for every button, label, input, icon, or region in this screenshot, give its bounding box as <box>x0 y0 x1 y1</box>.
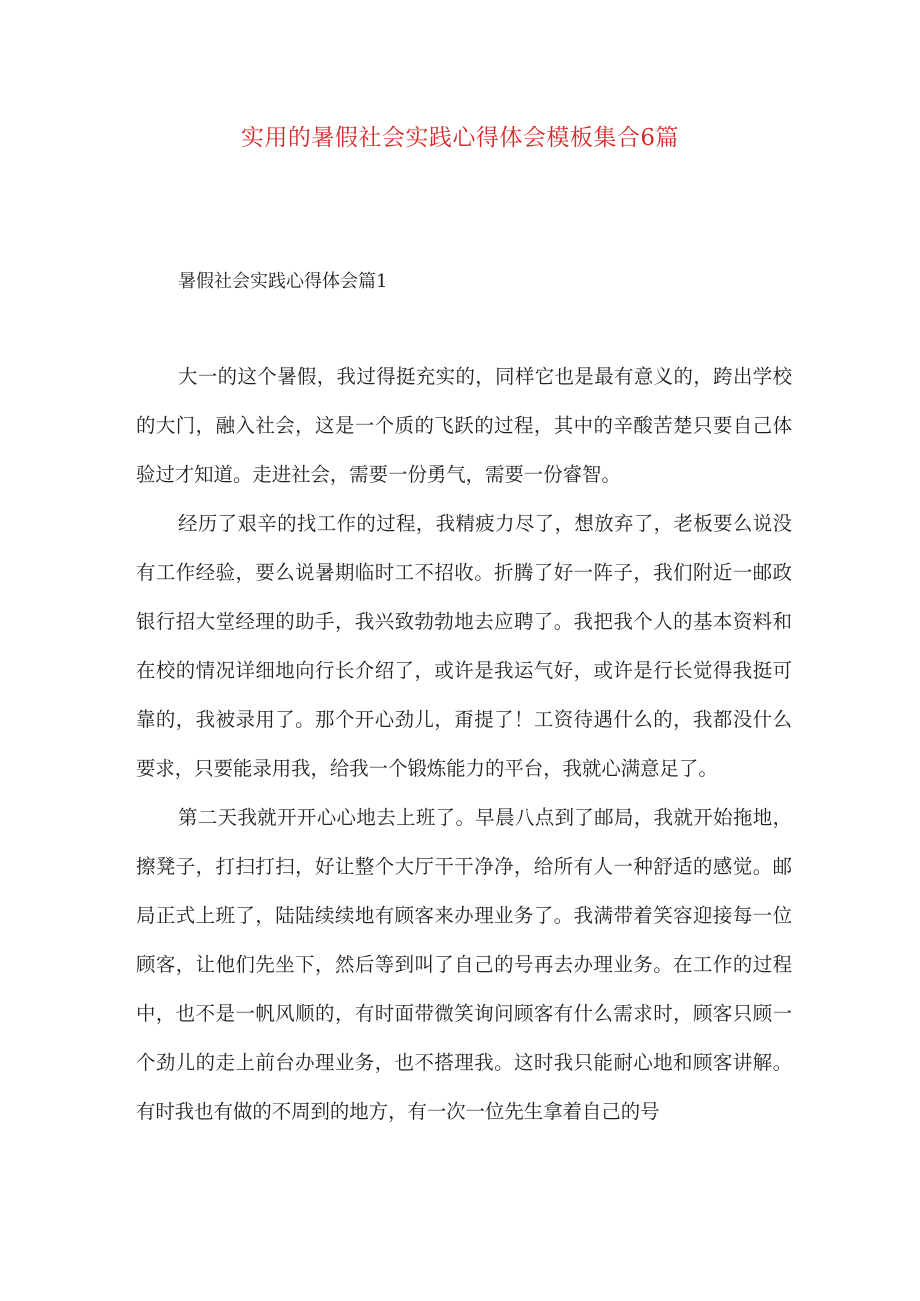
document-title: 实用的暑假社会实践心得体会模板集合6篇 <box>240 125 680 151</box>
section-heading: 暑假社会实践心得体会篇1 <box>178 271 388 292</box>
paragraph-3: 第二天我就开开心心地去上班了。早晨八点到了邮局，我就开始拖地，擦凳子，打扫打扫，好让整个大厅干干净净，给所有人一种舒适的感觉。邮局正式上班了，陆陆续续地有顾客来办理业务了。我满带着笑容迎接每一位顾客，让他们先坐下，然后等到叫了自己的号再去办理业务。在工作的过程中，也不是一帆风顺的，有时面带微笑询问顾客有什么需求时，顾客只顾一个劲儿的走上前台办理业务，也不搭理我。这时我只能耐心地和顾客讲解。有时我也有做的不周到的地方，有一次一位先生拿着自己的号 <box>136 806 792 1123</box>
body-text <box>136 352 792 1136</box>
paragraph-2: 经历了艰辛的找工作的过程，我精疲力尽了，想放弃了，老板要么说没有工作经验，要么说暑期临时工不招收。折腾了好一阵子，我们附近一邮政银行招大堂经理的助手，我兴致勃勃地去应聘了。我把我个人的基本资料和在校的情况详细地向行长介绍了，或许是我运气好，或许是行长觉得我挺可靠的，我被录用了。那个开心劲儿，甭提了！工资待遇什么的，我都没什么要求，只要能录用我，给我一个锻炼能力的平台，我就心满意足了。 <box>136 512 792 780</box>
paragraph-1: 大一的这个暑假，我过得挺充实的，同样它也是最有意义的，跨出学校的大门，融入社会，这是一个质的飞跃的过程，其中的辛酸苦楚只要自己体验过才知道。走进社会，需要一份勇气，需要一份睿智。 <box>136 365 792 486</box>
